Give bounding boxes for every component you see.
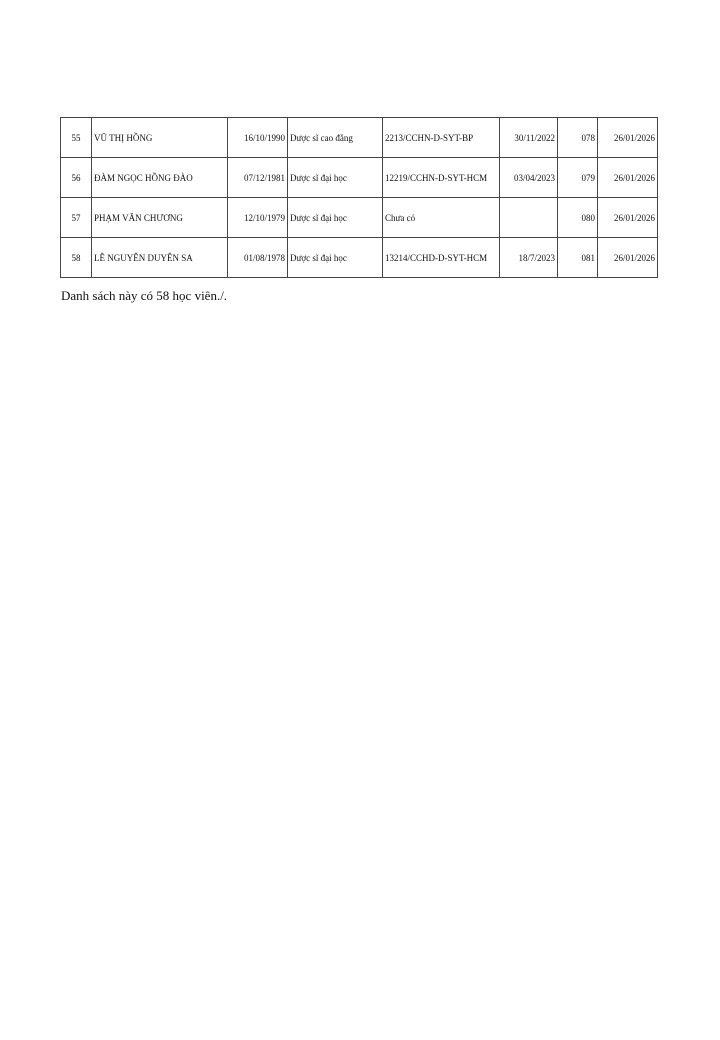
row-number: 56 <box>61 158 92 198</box>
row-number: 57 <box>61 198 92 238</box>
student-name: LÊ NGUYÊN DUYÊN SA <box>92 238 228 278</box>
certificate-date: 18/7/2023 <box>500 238 558 278</box>
certificate-number: 12219/CCHN-D-SYT-HCM <box>383 158 500 198</box>
table-row <box>61 158 658 198</box>
student-name: PHẠM VĂN CHƯƠNG <box>92 198 228 238</box>
date-of-birth: 16/10/1990 <box>228 118 288 158</box>
certificate-date: 03/04/2023 <box>500 158 558 198</box>
degree: Dược sĩ cao đẳng <box>288 118 383 158</box>
sequence-number: 079 <box>558 158 598 198</box>
sequence-number: 081 <box>558 238 598 278</box>
degree: Dược sĩ đại học <box>288 158 383 198</box>
student-count-note: Danh sách này có 58 học viên./. <box>61 288 228 303</box>
table-row <box>61 198 658 238</box>
degree: Dược sĩ đại học <box>288 238 383 278</box>
table-row <box>61 238 658 278</box>
expiry-date: 26/01/2026 <box>598 198 658 238</box>
date-of-birth: 01/08/1978 <box>228 238 288 278</box>
sequence-number: 078 <box>558 118 598 158</box>
table-row <box>61 118 658 158</box>
sequence-number: 080 <box>558 198 598 238</box>
expiry-date: 26/01/2026 <box>598 118 658 158</box>
certificate-date <box>500 198 558 238</box>
certificate-number: 13214/CCHD-D-SYT-HCM <box>383 238 500 278</box>
certificate-date: 30/11/2022 <box>500 118 558 158</box>
student-name: VŨ THỊ HỒNG <box>92 118 228 158</box>
certificate-number: 2213/CCHN-D-SYT-BP <box>383 118 500 158</box>
row-number: 55 <box>61 118 92 158</box>
student-name: ĐÀM NGỌC HỒNG ĐÀO <box>92 158 228 198</box>
expiry-date: 26/01/2026 <box>598 158 658 198</box>
degree: Dược sĩ đại học <box>288 198 383 238</box>
date-of-birth: 07/12/1981 <box>228 158 288 198</box>
row-number: 58 <box>61 238 92 278</box>
certificate-number: Chưa có <box>383 198 500 238</box>
expiry-date: 26/01/2026 <box>598 238 658 278</box>
date-of-birth: 12/10/1979 <box>228 198 288 238</box>
student-roster-table <box>60 117 658 278</box>
